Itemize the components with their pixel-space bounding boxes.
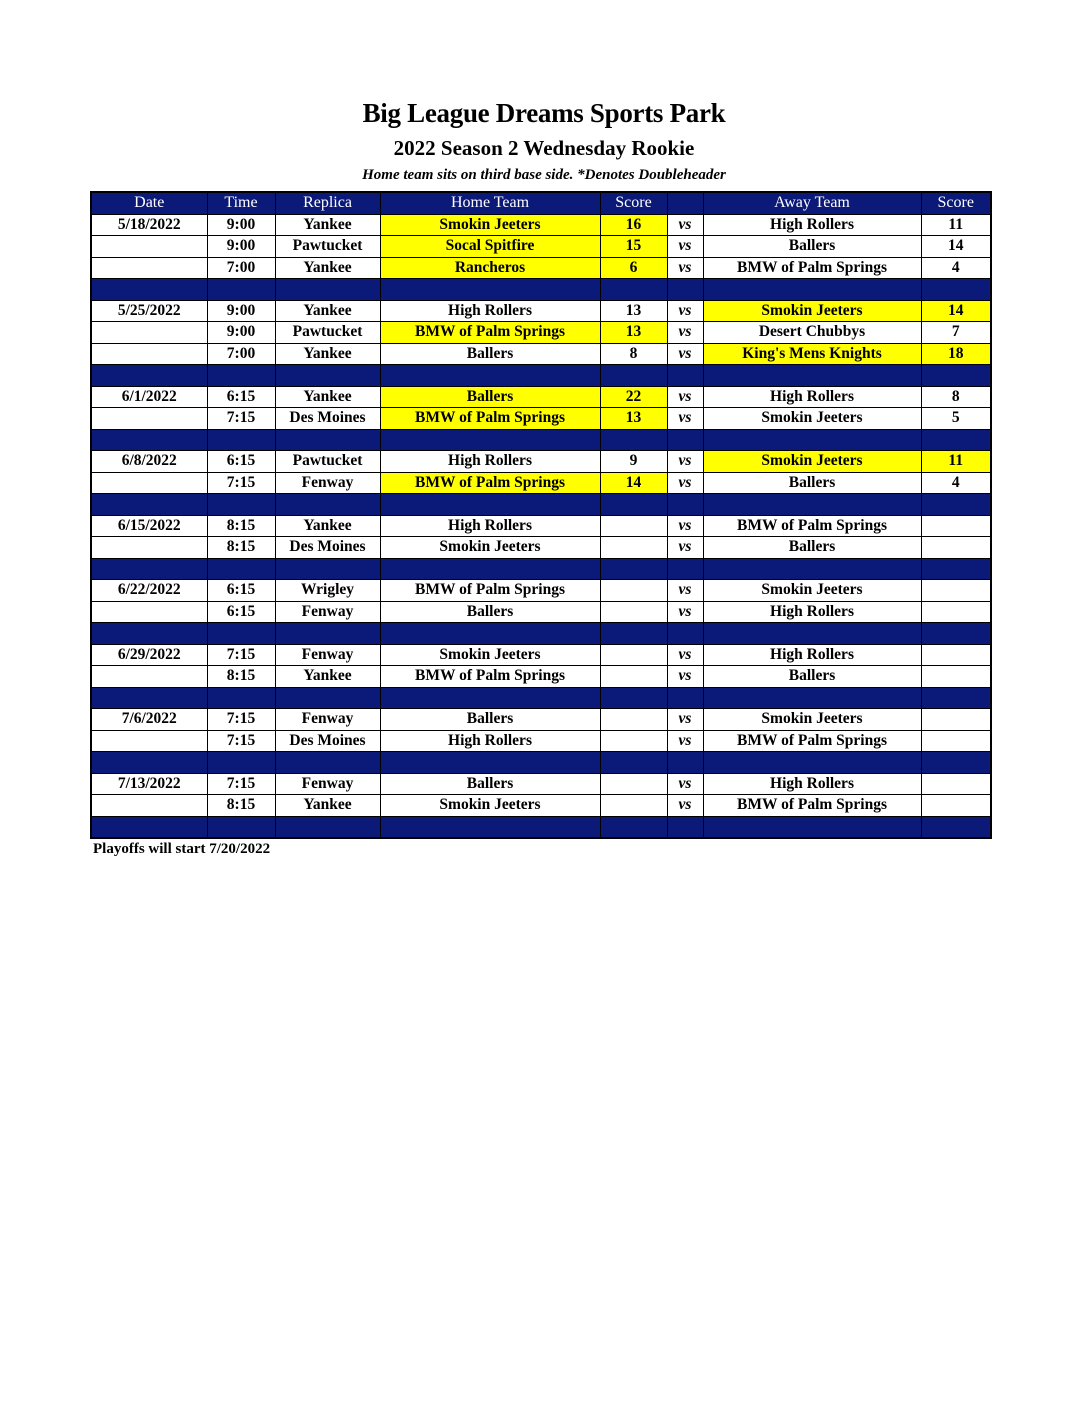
home-team: High Rollers bbox=[380, 730, 600, 752]
home-team: Smokin Jeeters bbox=[380, 214, 600, 236]
away-team: Ballers bbox=[703, 472, 921, 494]
home-team: BMW of Palm Springs bbox=[380, 322, 600, 344]
home-score bbox=[600, 666, 667, 688]
game-date: 7/6/2022 bbox=[91, 709, 207, 731]
game-row bbox=[91, 795, 991, 817]
separator-cell bbox=[380, 558, 600, 580]
schedule-header-row bbox=[91, 192, 991, 214]
separator-cell bbox=[703, 752, 921, 774]
separator-cell bbox=[921, 365, 991, 387]
separator-cell bbox=[91, 365, 207, 387]
game-time: 8:15 bbox=[207, 666, 275, 688]
separator-cell bbox=[667, 816, 703, 838]
game-replica: Yankee bbox=[275, 515, 380, 537]
game-time: 9:00 bbox=[207, 214, 275, 236]
separator-cell bbox=[667, 365, 703, 387]
home-score bbox=[600, 580, 667, 602]
separator-cell bbox=[703, 816, 921, 838]
page-title: Big League Dreams Sports Park bbox=[362, 98, 726, 128]
separator-cell bbox=[703, 623, 921, 645]
game-replica: Yankee bbox=[275, 386, 380, 408]
vs-label: vs bbox=[667, 730, 703, 752]
away-score bbox=[921, 795, 991, 817]
game-row bbox=[91, 386, 991, 408]
separator-cell bbox=[275, 752, 380, 774]
separator-cell bbox=[667, 494, 703, 516]
away-score bbox=[921, 773, 991, 795]
separator-cell bbox=[207, 558, 275, 580]
game-replica: Fenway bbox=[275, 709, 380, 731]
separator-cell bbox=[380, 429, 600, 451]
home-score bbox=[600, 601, 667, 623]
game-replica: Fenway bbox=[275, 472, 380, 494]
separator-cell bbox=[207, 623, 275, 645]
separator-cell bbox=[380, 623, 600, 645]
separator-cell bbox=[921, 494, 991, 516]
home-team: Ballers bbox=[380, 343, 600, 365]
away-score: 14 bbox=[921, 300, 991, 322]
game-replica: Pawtucket bbox=[275, 322, 380, 344]
home-team: BMW of Palm Springs bbox=[380, 408, 600, 430]
separator-cell bbox=[667, 558, 703, 580]
away-team: BMW of Palm Springs bbox=[703, 515, 921, 537]
game-date bbox=[91, 537, 207, 559]
vs-label: vs bbox=[667, 300, 703, 322]
game-row bbox=[91, 601, 991, 623]
game-replica: Pawtucket bbox=[275, 236, 380, 258]
home-score bbox=[600, 515, 667, 537]
game-row bbox=[91, 236, 991, 258]
col-header-away-team: Away Team bbox=[703, 192, 921, 214]
col-header-vs bbox=[667, 192, 703, 214]
game-row bbox=[91, 773, 991, 795]
home-score: 14 bbox=[600, 472, 667, 494]
game-row bbox=[91, 537, 991, 559]
separator-cell bbox=[207, 279, 275, 301]
separator-cell bbox=[703, 494, 921, 516]
away-score: 11 bbox=[921, 214, 991, 236]
game-row bbox=[91, 300, 991, 322]
game-row bbox=[91, 472, 991, 494]
separator-cell bbox=[91, 558, 207, 580]
home-team: BMW of Palm Springs bbox=[380, 666, 600, 688]
away-score bbox=[921, 537, 991, 559]
schedule-table bbox=[90, 191, 992, 839]
away-score bbox=[921, 644, 991, 666]
separator-cell bbox=[703, 558, 921, 580]
home-score: 16 bbox=[600, 214, 667, 236]
separator-cell bbox=[667, 687, 703, 709]
game-time: 6:15 bbox=[207, 451, 275, 473]
away-score: 8 bbox=[921, 386, 991, 408]
game-row bbox=[91, 214, 991, 236]
game-time: 6:15 bbox=[207, 580, 275, 602]
away-score bbox=[921, 580, 991, 602]
game-time: 7:00 bbox=[207, 257, 275, 279]
col-header-date: Date bbox=[91, 192, 207, 214]
vs-label: vs bbox=[667, 322, 703, 344]
game-row bbox=[91, 644, 991, 666]
game-date: 5/25/2022 bbox=[91, 300, 207, 322]
separator-cell bbox=[921, 623, 991, 645]
away-score: 18 bbox=[921, 343, 991, 365]
separator-cell bbox=[600, 687, 667, 709]
home-team: Smokin Jeeters bbox=[380, 644, 600, 666]
game-replica: Wrigley bbox=[275, 580, 380, 602]
game-time: 6:15 bbox=[207, 601, 275, 623]
vs-label: vs bbox=[667, 343, 703, 365]
separator-cell bbox=[600, 816, 667, 838]
separator-cell bbox=[275, 429, 380, 451]
home-team: Socal Spitfire bbox=[380, 236, 600, 258]
home-score: 9 bbox=[600, 451, 667, 473]
vs-label: vs bbox=[667, 451, 703, 473]
home-score bbox=[600, 709, 667, 731]
col-header-replica: Replica bbox=[275, 192, 380, 214]
week-separator-row bbox=[91, 279, 991, 301]
vs-label: vs bbox=[667, 236, 703, 258]
separator-cell bbox=[600, 429, 667, 451]
separator-cell bbox=[275, 558, 380, 580]
home-team: Rancheros bbox=[380, 257, 600, 279]
week-separator-row bbox=[91, 494, 991, 516]
away-score: 11 bbox=[921, 451, 991, 473]
separator-cell bbox=[91, 687, 207, 709]
game-date bbox=[91, 666, 207, 688]
week-separator-row bbox=[91, 365, 991, 387]
game-date bbox=[91, 601, 207, 623]
away-team: High Rollers bbox=[703, 773, 921, 795]
game-date bbox=[91, 472, 207, 494]
separator-cell bbox=[921, 429, 991, 451]
separator-cell bbox=[207, 365, 275, 387]
away-score bbox=[921, 601, 991, 623]
separator-cell bbox=[275, 365, 380, 387]
vs-label: vs bbox=[667, 515, 703, 537]
away-score: 7 bbox=[921, 322, 991, 344]
week-separator-row bbox=[91, 429, 991, 451]
home-score bbox=[600, 644, 667, 666]
game-date bbox=[91, 257, 207, 279]
game-time: 7:15 bbox=[207, 730, 275, 752]
separator-cell bbox=[207, 429, 275, 451]
home-score: 13 bbox=[600, 322, 667, 344]
home-team-note: Home team sits on third base side. *Denotes Doubleheader bbox=[362, 167, 726, 183]
separator-cell bbox=[380, 365, 600, 387]
playoffs-note: Playoffs will start 7/20/2022 bbox=[93, 841, 271, 857]
game-replica: Yankee bbox=[275, 214, 380, 236]
game-replica: Pawtucket bbox=[275, 451, 380, 473]
away-score bbox=[921, 709, 991, 731]
away-team: Desert Chubbys bbox=[703, 322, 921, 344]
game-date: 6/8/2022 bbox=[91, 451, 207, 473]
separator-cell bbox=[703, 429, 921, 451]
home-team: High Rollers bbox=[380, 300, 600, 322]
away-team: Ballers bbox=[703, 236, 921, 258]
game-time: 7:00 bbox=[207, 343, 275, 365]
home-team: Ballers bbox=[380, 386, 600, 408]
separator-cell bbox=[91, 494, 207, 516]
separator-cell bbox=[921, 752, 991, 774]
separator-cell bbox=[667, 429, 703, 451]
away-score: 14 bbox=[921, 236, 991, 258]
away-score: 4 bbox=[921, 472, 991, 494]
home-score: 15 bbox=[600, 236, 667, 258]
game-date: 6/15/2022 bbox=[91, 515, 207, 537]
col-header-time: Time bbox=[207, 192, 275, 214]
game-replica: Yankee bbox=[275, 795, 380, 817]
away-team: BMW of Palm Springs bbox=[703, 257, 921, 279]
separator-cell bbox=[380, 752, 600, 774]
separator-cell bbox=[275, 623, 380, 645]
separator-cell bbox=[91, 752, 207, 774]
home-score: 13 bbox=[600, 300, 667, 322]
game-row bbox=[91, 580, 991, 602]
game-date bbox=[91, 408, 207, 430]
game-time: 8:15 bbox=[207, 515, 275, 537]
vs-label: vs bbox=[667, 386, 703, 408]
vs-label: vs bbox=[667, 580, 703, 602]
separator-cell bbox=[667, 752, 703, 774]
game-replica: Yankee bbox=[275, 257, 380, 279]
game-date bbox=[91, 343, 207, 365]
separator-cell bbox=[380, 279, 600, 301]
away-score: 5 bbox=[921, 408, 991, 430]
vs-label: vs bbox=[667, 537, 703, 559]
separator-cell bbox=[921, 558, 991, 580]
game-time: 9:00 bbox=[207, 300, 275, 322]
game-replica: Yankee bbox=[275, 666, 380, 688]
home-team: BMW of Palm Springs bbox=[380, 472, 600, 494]
separator-cell bbox=[380, 816, 600, 838]
game-row bbox=[91, 515, 991, 537]
game-date bbox=[91, 322, 207, 344]
game-time: 8:15 bbox=[207, 795, 275, 817]
game-row bbox=[91, 730, 991, 752]
vs-label: vs bbox=[667, 408, 703, 430]
game-row bbox=[91, 666, 991, 688]
game-date: 6/22/2022 bbox=[91, 580, 207, 602]
col-header-home-score: Score bbox=[600, 192, 667, 214]
home-score: 6 bbox=[600, 257, 667, 279]
home-score: 13 bbox=[600, 408, 667, 430]
separator-cell bbox=[91, 623, 207, 645]
separator-cell bbox=[667, 623, 703, 645]
game-time: 9:00 bbox=[207, 236, 275, 258]
away-team: High Rollers bbox=[703, 601, 921, 623]
vs-label: vs bbox=[667, 709, 703, 731]
separator-cell bbox=[91, 816, 207, 838]
vs-label: vs bbox=[667, 666, 703, 688]
vs-label: vs bbox=[667, 472, 703, 494]
game-row bbox=[91, 709, 991, 731]
separator-cell bbox=[207, 687, 275, 709]
away-score: 4 bbox=[921, 257, 991, 279]
home-score bbox=[600, 730, 667, 752]
game-date bbox=[91, 795, 207, 817]
away-team: BMW of Palm Springs bbox=[703, 795, 921, 817]
away-score bbox=[921, 666, 991, 688]
home-score: 22 bbox=[600, 386, 667, 408]
home-team: Ballers bbox=[380, 709, 600, 731]
home-team: Ballers bbox=[380, 601, 600, 623]
game-date bbox=[91, 236, 207, 258]
game-row bbox=[91, 343, 991, 365]
separator-cell bbox=[275, 279, 380, 301]
separator-cell bbox=[703, 279, 921, 301]
game-time: 9:00 bbox=[207, 322, 275, 344]
separator-cell bbox=[600, 558, 667, 580]
game-replica: Fenway bbox=[275, 644, 380, 666]
vs-label: vs bbox=[667, 257, 703, 279]
home-team: High Rollers bbox=[380, 451, 600, 473]
away-team: High Rollers bbox=[703, 644, 921, 666]
separator-cell bbox=[600, 752, 667, 774]
game-row bbox=[91, 451, 991, 473]
away-team: High Rollers bbox=[703, 214, 921, 236]
vs-label: vs bbox=[667, 773, 703, 795]
separator-cell bbox=[207, 816, 275, 838]
week-separator-row bbox=[91, 687, 991, 709]
week-separator-row bbox=[91, 623, 991, 645]
separator-cell bbox=[275, 687, 380, 709]
home-team: Smokin Jeeters bbox=[380, 795, 600, 817]
game-replica: Fenway bbox=[275, 773, 380, 795]
home-team: High Rollers bbox=[380, 515, 600, 537]
week-separator-row bbox=[91, 752, 991, 774]
vs-label: vs bbox=[667, 601, 703, 623]
away-team: Smokin Jeeters bbox=[703, 408, 921, 430]
separator-cell bbox=[703, 365, 921, 387]
away-team: Ballers bbox=[703, 537, 921, 559]
separator-cell bbox=[91, 279, 207, 301]
game-date bbox=[91, 730, 207, 752]
away-team: Ballers bbox=[703, 666, 921, 688]
away-team: Smokin Jeeters bbox=[703, 451, 921, 473]
game-replica: Yankee bbox=[275, 300, 380, 322]
away-team: Smokin Jeeters bbox=[703, 580, 921, 602]
game-time: 7:15 bbox=[207, 472, 275, 494]
game-date: 7/13/2022 bbox=[91, 773, 207, 795]
home-team: Ballers bbox=[380, 773, 600, 795]
home-score bbox=[600, 537, 667, 559]
home-score: 8 bbox=[600, 343, 667, 365]
away-team: High Rollers bbox=[703, 386, 921, 408]
separator-cell bbox=[921, 816, 991, 838]
separator-cell bbox=[207, 752, 275, 774]
separator-cell bbox=[600, 279, 667, 301]
separator-cell bbox=[600, 365, 667, 387]
separator-cell bbox=[380, 687, 600, 709]
game-date: 6/29/2022 bbox=[91, 644, 207, 666]
game-replica: Des Moines bbox=[275, 730, 380, 752]
game-date: 6/1/2022 bbox=[91, 386, 207, 408]
separator-cell bbox=[380, 494, 600, 516]
home-team: Smokin Jeeters bbox=[380, 537, 600, 559]
game-time: 7:15 bbox=[207, 408, 275, 430]
away-team: BMW of Palm Springs bbox=[703, 730, 921, 752]
away-score bbox=[921, 515, 991, 537]
game-row bbox=[91, 408, 991, 430]
home-team: BMW of Palm Springs bbox=[380, 580, 600, 602]
game-time: 7:15 bbox=[207, 644, 275, 666]
separator-cell bbox=[703, 687, 921, 709]
away-team: Smokin Jeeters bbox=[703, 300, 921, 322]
away-score bbox=[921, 730, 991, 752]
separator-cell bbox=[275, 494, 380, 516]
game-replica: Fenway bbox=[275, 601, 380, 623]
vs-label: vs bbox=[667, 795, 703, 817]
game-replica: Des Moines bbox=[275, 537, 380, 559]
week-separator-row bbox=[91, 816, 991, 838]
away-team: King's Mens Knights bbox=[703, 343, 921, 365]
separator-cell bbox=[600, 623, 667, 645]
game-time: 7:15 bbox=[207, 773, 275, 795]
vs-label: vs bbox=[667, 644, 703, 666]
vs-label: vs bbox=[667, 214, 703, 236]
separator-cell bbox=[921, 279, 991, 301]
separator-cell bbox=[91, 429, 207, 451]
game-row bbox=[91, 257, 991, 279]
game-replica: Yankee bbox=[275, 343, 380, 365]
col-header-away-score: Score bbox=[921, 192, 991, 214]
game-replica: Des Moines bbox=[275, 408, 380, 430]
col-header-home-team: Home Team bbox=[380, 192, 600, 214]
page-subtitle: 2022 Season 2 Wednesday Rookie bbox=[393, 136, 695, 160]
week-separator-row bbox=[91, 558, 991, 580]
home-score bbox=[600, 773, 667, 795]
away-team: Smokin Jeeters bbox=[703, 709, 921, 731]
game-time: 8:15 bbox=[207, 537, 275, 559]
game-time: 6:15 bbox=[207, 386, 275, 408]
separator-cell bbox=[600, 494, 667, 516]
schedule-body bbox=[91, 214, 991, 838]
game-date: 5/18/2022 bbox=[91, 214, 207, 236]
separator-cell bbox=[275, 816, 380, 838]
separator-cell bbox=[667, 279, 703, 301]
game-time: 7:15 bbox=[207, 709, 275, 731]
separator-cell bbox=[921, 687, 991, 709]
home-score bbox=[600, 795, 667, 817]
separator-cell bbox=[207, 494, 275, 516]
game-row bbox=[91, 322, 991, 344]
